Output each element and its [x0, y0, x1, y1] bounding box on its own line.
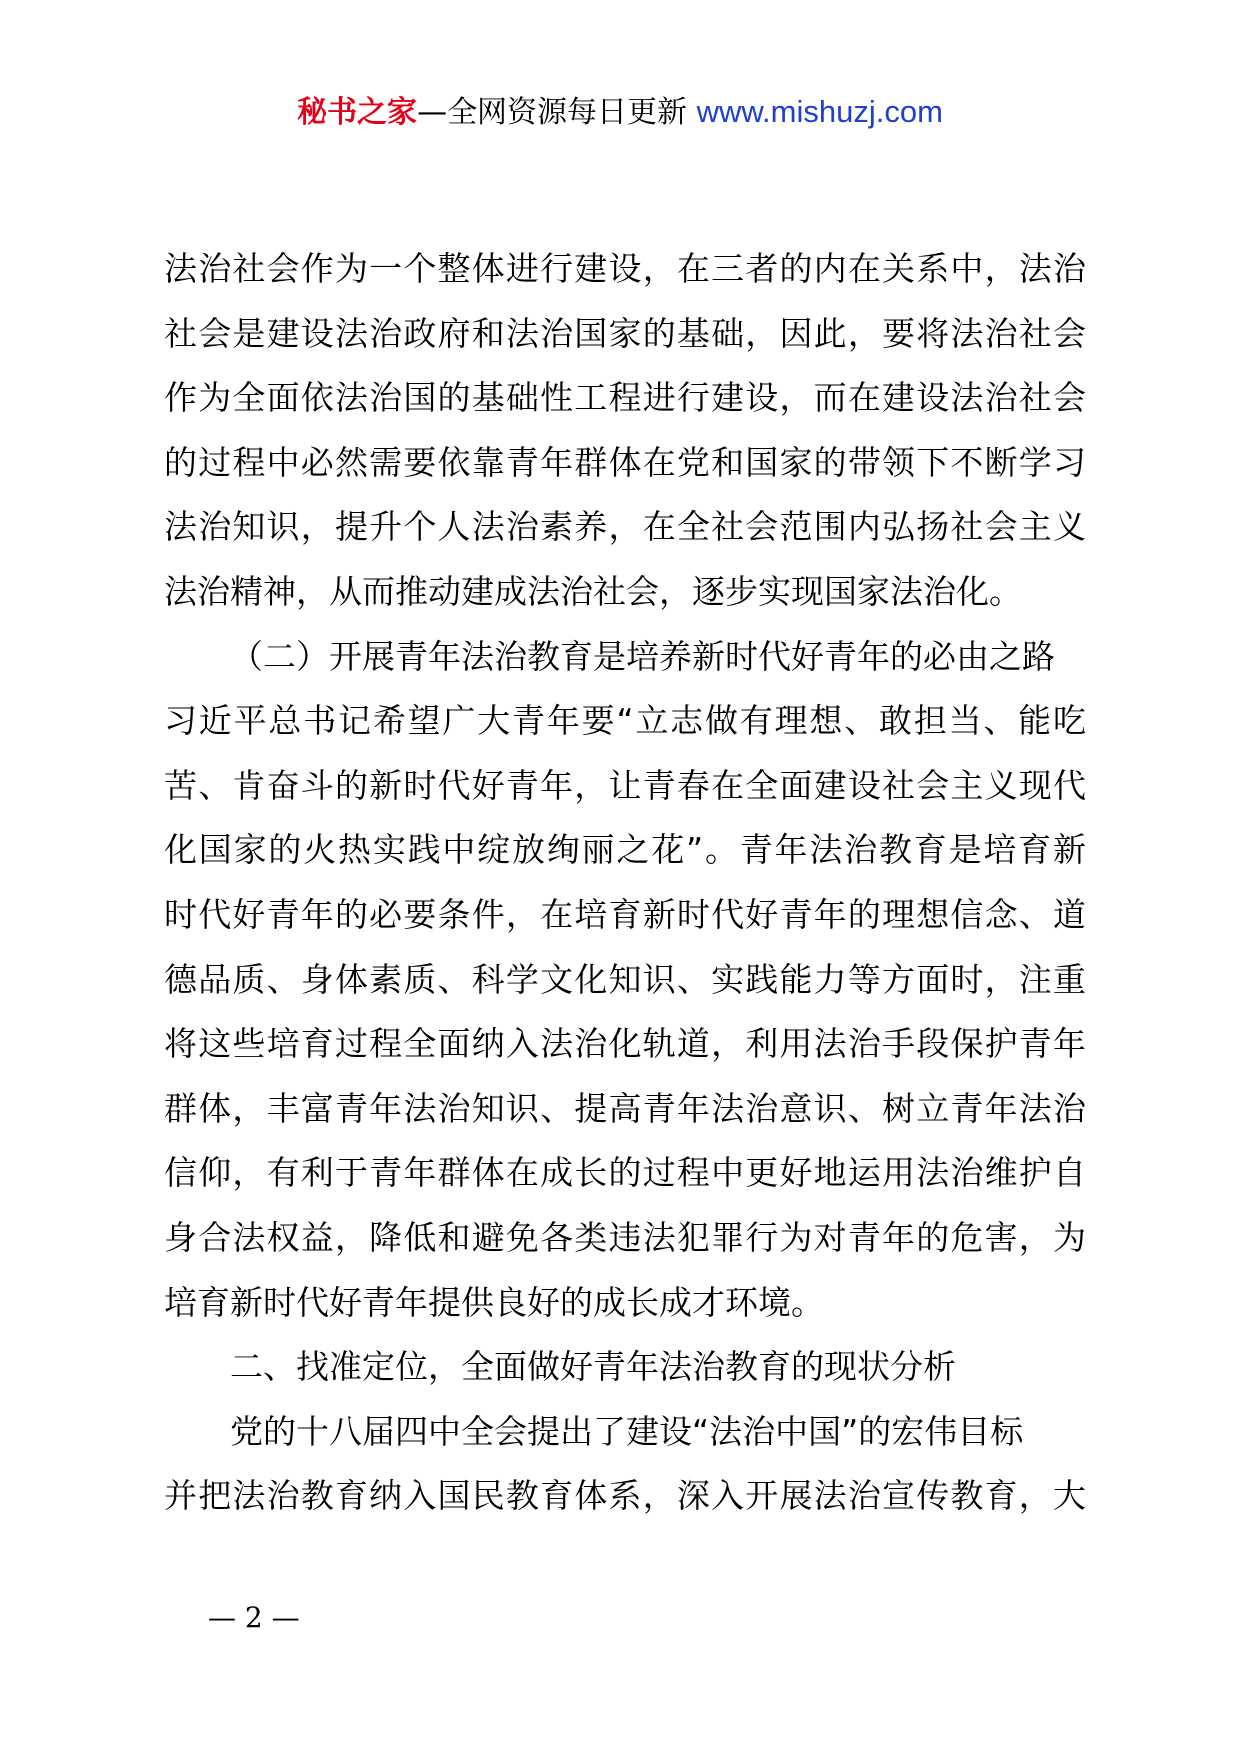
- text-line: 并把法治教育纳入国民教育体系，深入开展法治宣传教育，大: [164, 1476, 1086, 1516]
- text-line: 德品质、身体素质、科学文化知识、实践能力等方面时，注重: [164, 959, 1086, 999]
- text-line: 时代好青年的必要条件，在培育新时代好青年的理想信念、道: [164, 894, 1086, 934]
- text-line: 习近平总书记希望广大青年要“立志做有理想、敢担当、能吃: [164, 701, 1086, 741]
- text-line: 身合法权益，降低和避免各类违法犯罪行为对青年的危害，为: [164, 1217, 1086, 1257]
- text-line: 法治精神，从而推动建成法治社会，逐步实现国家法治化。: [164, 571, 1022, 611]
- text-line: 苦、肯奋斗的新时代好青年，让青春在全面建设社会主义现代: [164, 765, 1086, 805]
- text-line: 作为全面依法治国的基础性工程进行建设，而在建设法治社会: [164, 378, 1086, 418]
- text-line: 培育新时代好青年提供良好的成长成才环境。: [164, 1282, 824, 1322]
- banner-url-link[interactable]: www.mishuzj.com: [696, 94, 943, 129]
- text-line: 社会是建设法治政府和法治国家的基础，因此，要将法治社会: [164, 313, 1086, 353]
- document-body: [164, 237, 1086, 1529]
- section-heading: （二）开展青年法治教育是培养新时代好青年的必由之路: [230, 636, 1055, 676]
- site-banner: [0, 92, 1240, 133]
- text-line: 法治知识，提升个人法治素养，在全社会范围内弘扬社会主义: [164, 507, 1086, 547]
- page-number: — 2 —: [208, 1601, 300, 1634]
- text-line: 党的十八届四中全会提出了建设“法治中国”的宏伟目标: [230, 1411, 1024, 1451]
- section-heading: 二、找准定位，全面做好青年法治教育的现状分析: [230, 1347, 956, 1387]
- text-line: 将这些培育过程全面纳入法治化轨道，利用法治手段保护青年: [164, 1024, 1086, 1064]
- text-line: 的过程中必然需要依靠青年群体在党和国家的带领下不断学习: [164, 442, 1086, 482]
- text-line: 群体，丰富青年法治知识、提高青年法治意识、树立青年法治: [164, 1088, 1086, 1128]
- text-line: 化国家的火热实践中绽放绚丽之花”。青年法治教育是培育新: [164, 830, 1086, 870]
- banner-brand: 秘书之家: [297, 95, 418, 130]
- banner-tagline: —全网资源每日更新: [417, 95, 697, 130]
- text-line: 法治社会作为一个整体进行建设，在三者的内在关系中，法治: [164, 249, 1086, 288]
- text-line: 信仰，有利于青年群体在成长的过程中更好地运用法治维护自: [164, 1153, 1086, 1193]
